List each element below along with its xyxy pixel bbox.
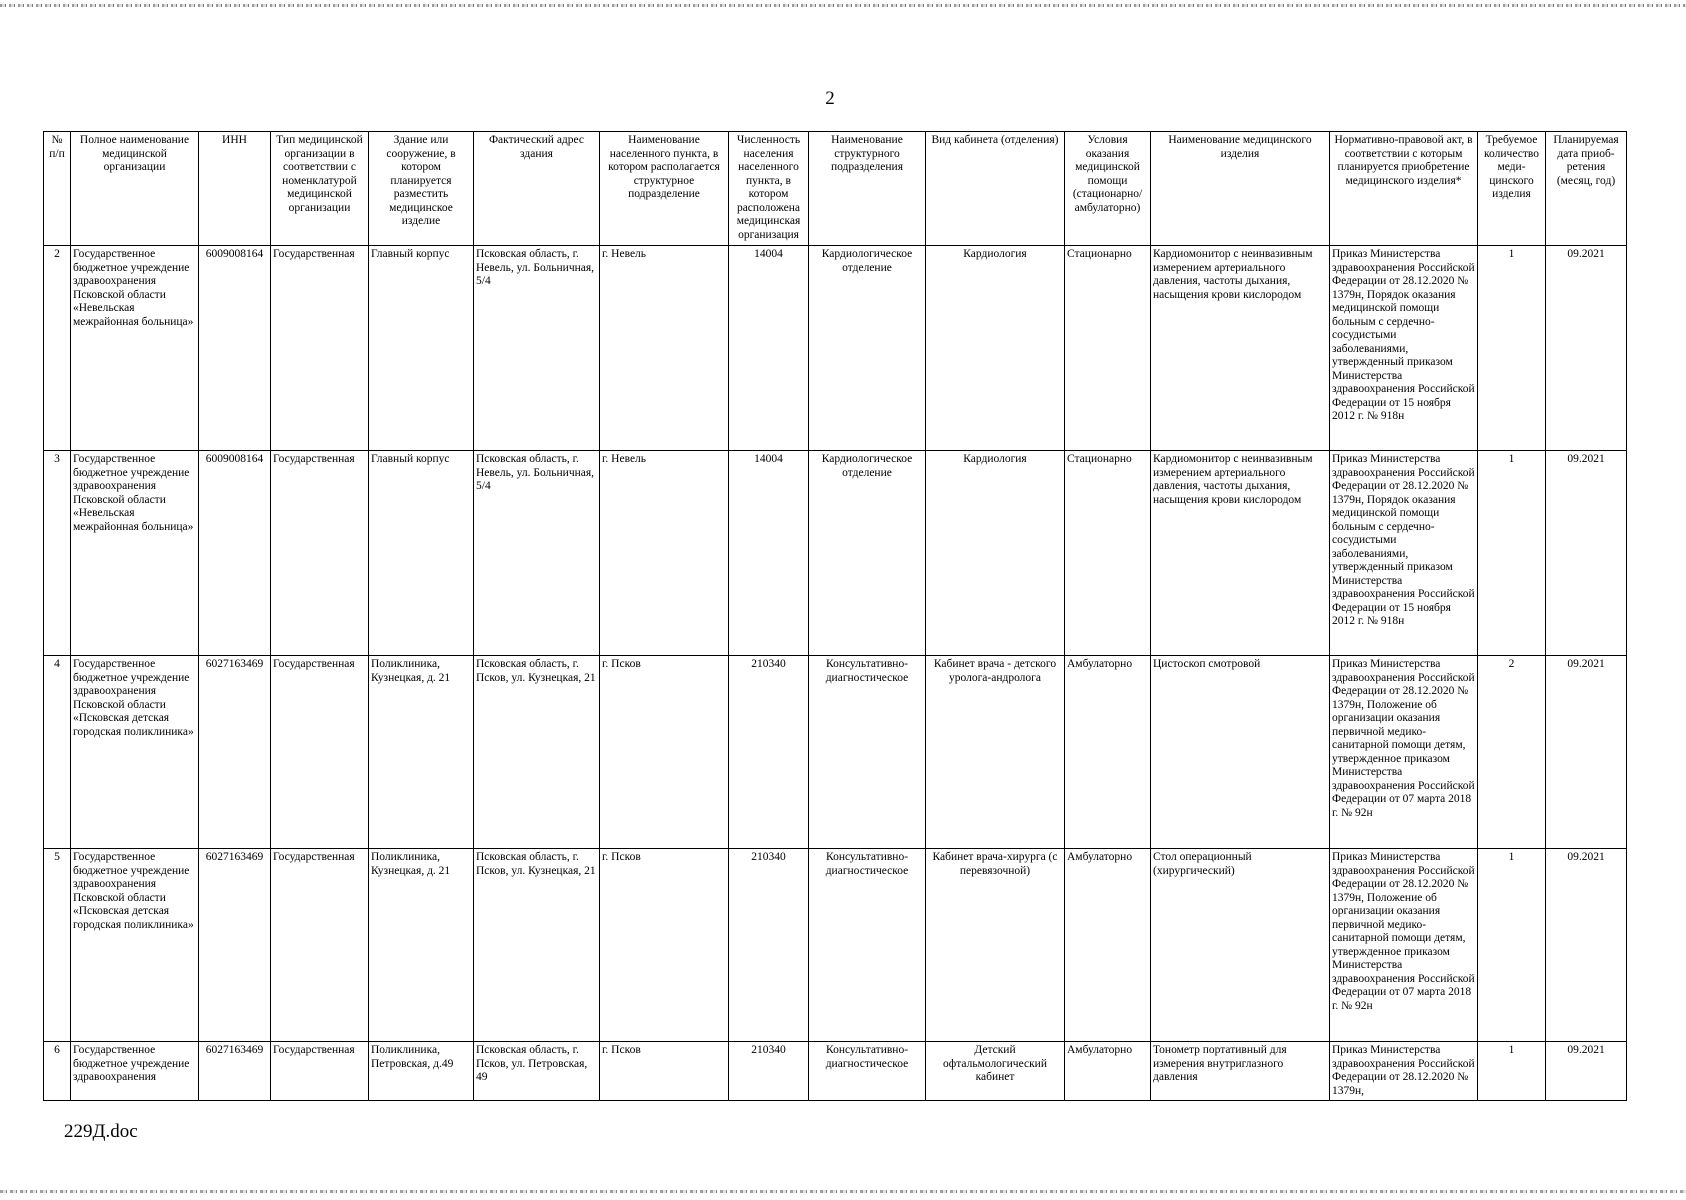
cell-org: Государственное бюджетное учреждение здравоохранения [71,1042,199,1101]
cell-address: Псковская область, г. Псков, ул. Кузнецкая, 21 [474,849,600,1042]
cell-qty: 1 [1478,849,1546,1042]
cell-type: Государственная [271,451,369,656]
cell-population: 14004 [729,246,809,451]
cell-conditions: Амбулаторно [1065,656,1151,849]
cell-conditions: Амбулаторно [1065,849,1151,1042]
cell-qty: 1 [1478,246,1546,451]
header-unit: Наименование структурного подразделения [809,132,926,246]
header-org: Полное наименование медицинской организации [71,132,199,246]
cell-cabinet: Кардиология [926,451,1065,656]
cell-org: Государственное бюджетное учреждение здравоохранения Псковской области «Псковская детская городская поликлиника» [71,656,199,849]
cell-inn: 6009008164 [199,451,271,656]
cell-unit: Кардиологическое отделение [809,451,926,656]
cell-act: Приказ Министерства здравоохранения Российской Федерации от 28.12.2020 № 1379н, Порядок оказания медицинской помощи больным с сердечно-сосудистыми заболеваниями, утвержденный приказом Министерства здравоохранения Российской Федерации от 15 ноября 2012 г. № 918н [1330,451,1478,656]
table-row [44,451,1627,656]
table-row [44,1042,1627,1101]
cell-device: Кардиомонитор с неинвазивным измерением артериального давления, частоты дыхания, насыщения крови кислородом [1151,246,1330,451]
cell-act: Приказ Министерства здравоохранения Российской Федерации от 28.12.2020 № 1379н, [1330,1042,1478,1101]
cell-conditions: Амбулаторно [1065,1042,1151,1101]
cell-qty: 2 [1478,656,1546,849]
cell-building: Поликлиника, Кузнецкая, д. 21 [369,656,474,849]
cell-num: 2 [44,246,71,451]
cell-act: Приказ Министерства здравоохранения Российской Федерации от 28.12.2020 № 1379н, Порядок оказания медицинской помощи больным с сердечно-сосудистыми заболеваниями, утвержденный приказом Министерства здравоохранения Российской Федерации от 15 ноября 2012 г. № 918н [1330,246,1478,451]
cell-act: Приказ Министерства здравоохранения Российской Федерации от 28.12.2020 № 1379н, Положение об организации оказания первичной медико-санитарной помощи детям, утвержденное приказом Министерства здравоохранения Российской Федерации от 07 марта 2018 г. № 92н [1330,849,1478,1042]
header-building: Здание или сооружение, в котором планируется разместить медицинское изделие [369,132,474,246]
cell-inn: 6027163469 [199,849,271,1042]
header-inn: ИНН [199,132,271,246]
header-locality: Наименование населенного пункта, в котором располагается структурное подразделение [600,132,729,246]
header-qty: Требуемое количество меди-цинского изделия [1478,132,1546,246]
cell-address: Псковская область, г. Невель, ул. Больничная, 5/4 [474,451,600,656]
cell-address: Псковская область, г. Псков, ул. Кузнецкая, 21 [474,656,600,849]
cell-locality: г. Невель [600,451,729,656]
header-act: Нормативно-правовой акт, в соответствии с которым планируется приобретение медицинского изделия* [1330,132,1478,246]
cell-cabinet: Детский офтальмологический кабинет [926,1042,1065,1101]
table-row [44,656,1627,849]
cell-conditions: Стационарно [1065,246,1151,451]
cell-num: 5 [44,849,71,1042]
cell-date: 09.2021 [1546,451,1627,656]
cell-locality: г. Псков [600,1042,729,1101]
cell-building: Главный корпус [369,246,474,451]
header-cabinet: Вид кабинета (отделения) [926,132,1065,246]
scan-edge-top [0,4,1686,7]
cell-cabinet: Кабинет врача - детского уролога-андролога [926,656,1065,849]
cell-type: Государственная [271,849,369,1042]
cell-unit: Кардиологическое отделение [809,246,926,451]
cell-device: Цистоскоп смотровой [1151,656,1330,849]
cell-qty: 1 [1478,451,1546,656]
equipment-table [43,131,1627,1101]
cell-address: Псковская область, г. Псков, ул. Петровская, 49 [474,1042,600,1101]
cell-building: Поликлиника, Петровская, д.49 [369,1042,474,1101]
cell-population: 210340 [729,849,809,1042]
header-type: Тип медицинской организации в соответствии с номенклатурой медицинской организации [271,132,369,246]
cell-device: Стол операционный (хирургический) [1151,849,1330,1042]
header-device: Наименование медицинского изделия [1151,132,1330,246]
cell-locality: г. Невель [600,246,729,451]
document-filename: 229Д.doc [64,1121,138,1142]
cell-address: Псковская область, г. Невель, ул. Больничная, 5/4 [474,246,600,451]
cell-type: Государственная [271,246,369,451]
header-conditions: Условия оказания медицинской помощи (стационарно/ амбулаторно) [1065,132,1151,246]
header-population: Численность населения населенного пункта, в котором расположена медицинская организация [729,132,809,246]
table-header-row [44,132,1627,246]
table-row [44,849,1627,1042]
cell-population: 210340 [729,656,809,849]
cell-date: 09.2021 [1546,849,1627,1042]
cell-date: 09.2021 [1546,246,1627,451]
cell-unit: Консультативно-диагностическое [809,656,926,849]
cell-date: 09.2021 [1546,656,1627,849]
cell-unit: Консультативно-диагностическое [809,849,926,1042]
header-date: Планируемая дата приоб-ретения (месяц, год) [1546,132,1627,246]
cell-building: Поликлиника, Кузнецкая, д. 21 [369,849,474,1042]
cell-locality: г. Псков [600,849,729,1042]
cell-cabinet: Кардиология [926,246,1065,451]
cell-device: Кардиомонитор с неинвазивным измерением артериального давления, частоты дыхания, насыщения крови кислородом [1151,451,1330,656]
cell-building: Главный корпус [369,451,474,656]
cell-num: 3 [44,451,71,656]
header-address: Фактический адрес здания [474,132,600,246]
cell-inn: 6027163469 [199,656,271,849]
cell-qty: 1 [1478,1042,1546,1101]
cell-inn: 6027163469 [199,1042,271,1101]
cell-device: Тонометр портативный для измерения внутриглазного давления [1151,1042,1330,1101]
cell-population: 14004 [729,451,809,656]
scan-edge-bottom [0,1190,1686,1193]
table-row [44,246,1627,451]
cell-org: Государственное бюджетное учреждение здравоохранения Псковской области «Псковская детская городская поликлиника» [71,849,199,1042]
cell-org: Государственное бюджетное учреждение здравоохранения Псковской области «Невельская межрайонная больница» [71,246,199,451]
cell-locality: г. Псков [600,656,729,849]
cell-conditions: Стационарно [1065,451,1151,656]
cell-type: Государственная [271,1042,369,1101]
cell-date: 09.2021 [1546,1042,1627,1101]
cell-num: 4 [44,656,71,849]
header-num: № п/п [44,132,71,246]
cell-type: Государственная [271,656,369,849]
cell-org: Государственное бюджетное учреждение здравоохранения Псковской области «Невельская межрайонная больница» [71,451,199,656]
cell-unit: Консультативно-диагностическое [809,1042,926,1101]
cell-population: 210340 [729,1042,809,1101]
cell-inn: 6009008164 [199,246,271,451]
cell-act: Приказ Министерства здравоохранения Российской Федерации от 28.12.2020 № 1379н, Положение об организации оказания первичной медико-санитарной помощи детям, утвержденное приказом Министерства здравоохранения Российской Федерации от 07 марта 2018 г. № 92н [1330,656,1478,849]
page-number: 2 [825,88,835,109]
cell-cabinet: Кабинет врача-хирурга (с перевязочной) [926,849,1065,1042]
cell-num: 6 [44,1042,71,1101]
